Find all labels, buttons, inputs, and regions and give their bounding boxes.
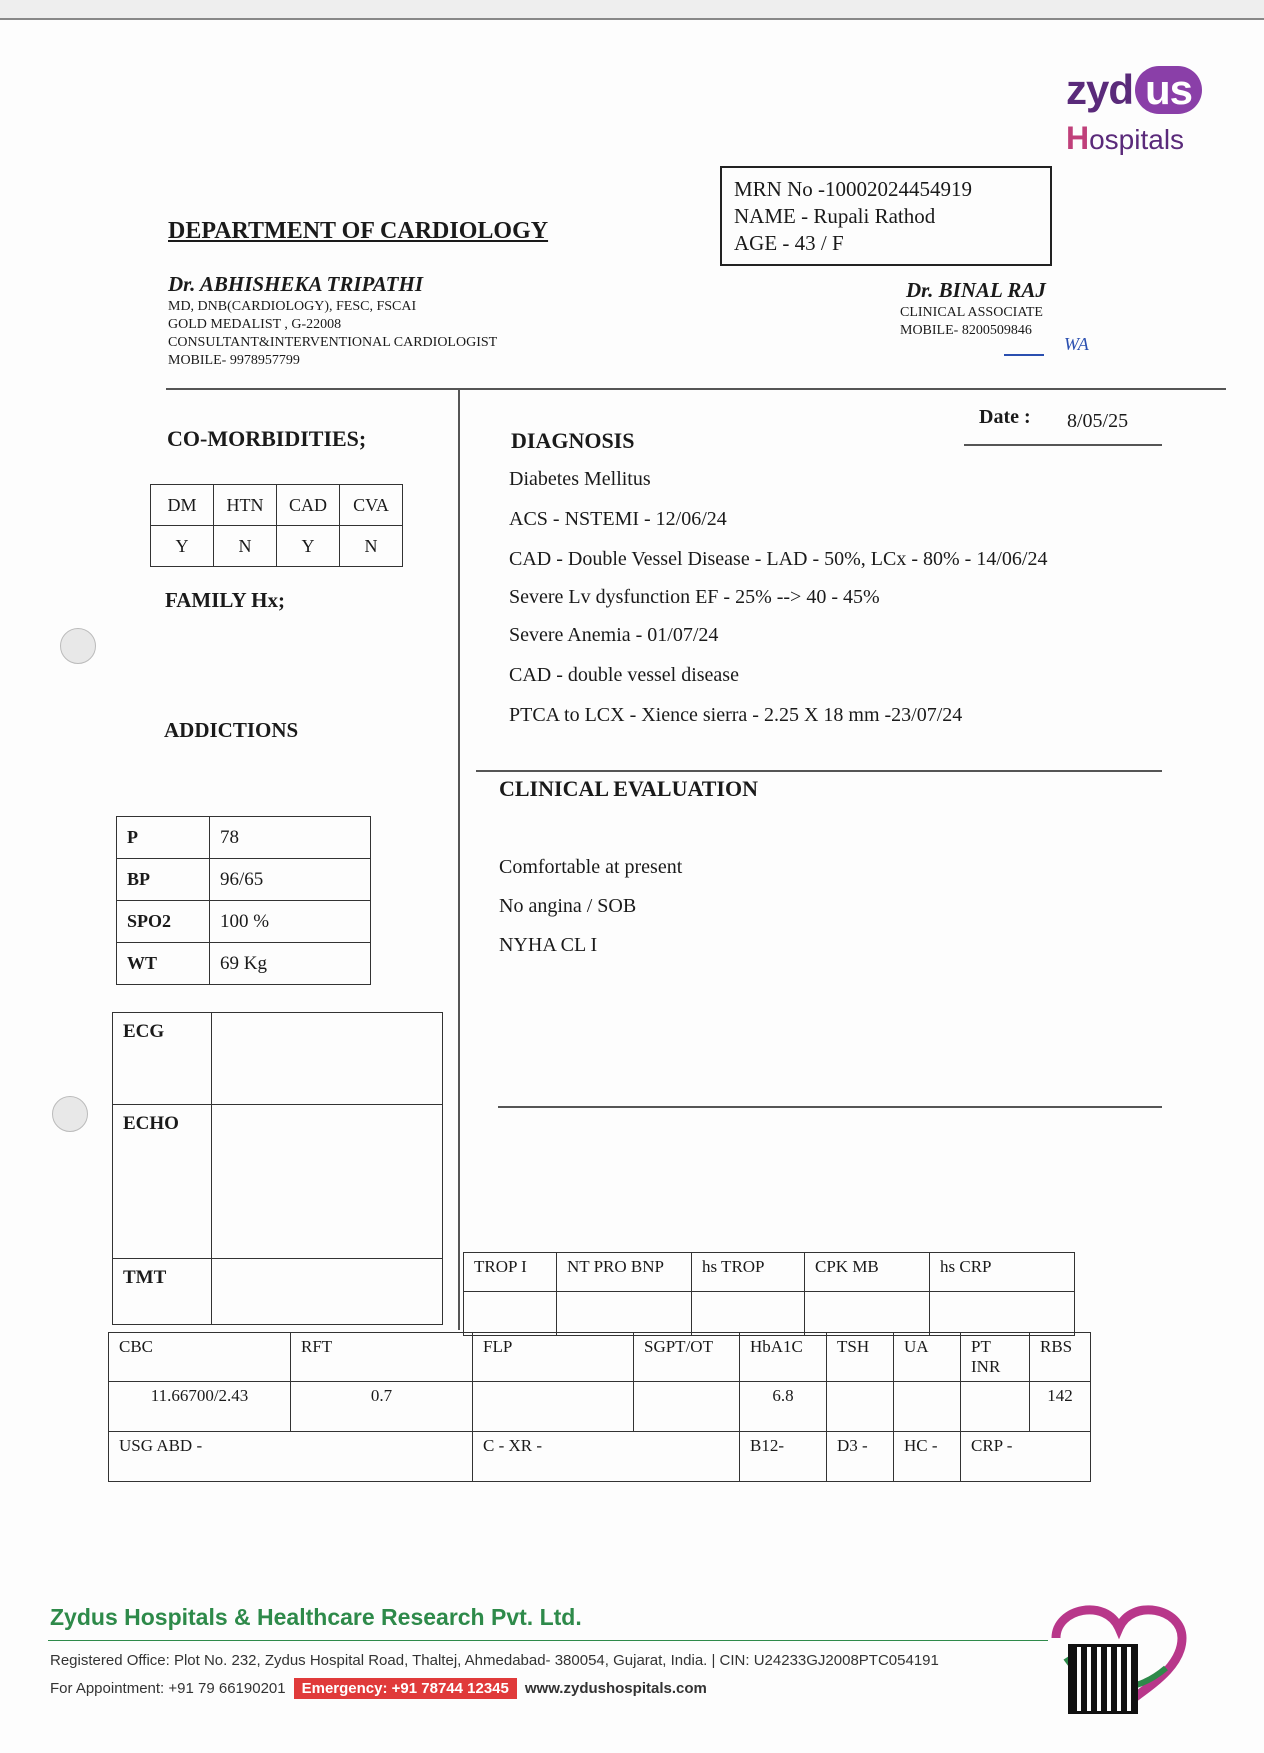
vitals-table [116, 816, 371, 985]
marker-header: NT PRO BNP [557, 1253, 692, 1292]
comorbidities-table [150, 484, 403, 567]
marker-value [557, 1292, 692, 1336]
lab-value [961, 1382, 1030, 1432]
diagnosis-item: ACS - NSTEMI - 12/06/24 [509, 508, 727, 530]
marker-header: TROP I [464, 1253, 557, 1292]
hospitals-wordmark [1066, 120, 1184, 157]
logo-text-b: us [1135, 66, 1202, 114]
vital-label: P [117, 817, 210, 859]
vital-label: BP [117, 859, 210, 901]
comorbidity-value: N [214, 526, 277, 567]
cardiac-markers-table [463, 1252, 1075, 1336]
diagnosis-item: Diabetes Mellitus [509, 468, 651, 490]
diagnosis-item: Severe Lv dysfunction EF - 25% --> 40 - 45% [509, 586, 880, 608]
lab-header: RFT [291, 1333, 473, 1382]
clinical-evaluation-title: CLINICAL EVALUATION [499, 776, 758, 801]
vital-row [117, 901, 371, 943]
family-history-label: FAMILY Hx; [165, 588, 285, 612]
vital-label: SPO2 [117, 901, 210, 943]
zydus-logo [1066, 66, 1202, 114]
logo-h-mark: H [1066, 120, 1090, 156]
vital-value: 100 % [210, 901, 371, 943]
doctor2-details [900, 304, 1043, 340]
patient-info-box [720, 166, 1052, 266]
lab-value [894, 1382, 961, 1432]
company-name: Zydus Hospitals & Healthcare Research Pvt. Ltd. [50, 1604, 582, 1630]
tmt-result [212, 1259, 443, 1325]
page-top-edge [0, 0, 1264, 20]
doctor1-line: MOBILE- 9978957799 [168, 353, 300, 368]
d3: D3 - [827, 1432, 894, 1482]
vital-label: WT [117, 943, 210, 985]
comorbidity-value: N [340, 526, 403, 567]
lab-header: PT INR [961, 1333, 1030, 1382]
vital-row [117, 817, 371, 859]
comorbidity-value: Y [151, 526, 214, 567]
doctor2-line: MOBILE- 8200509846 [900, 323, 1032, 338]
vital-value: 78 [210, 817, 371, 859]
doctor1-details [168, 298, 497, 370]
doctor1-line: CONSULTANT&INTERVENTIONAL CARDIOLOGIST [168, 335, 498, 350]
qr-code-icon [1068, 1644, 1138, 1714]
lab-header: TSH [827, 1333, 894, 1382]
appointment-number: For Appointment: +91 79 66190201 [50, 1680, 286, 1697]
handwritten-initials: WA [1064, 334, 1089, 354]
department-title: DEPARTMENT OF CARDIOLOGY [168, 218, 549, 244]
clinical-item: No angina / SOB [499, 895, 637, 917]
vital-row [117, 859, 371, 901]
date-underline [964, 444, 1162, 446]
website-link[interactable]: www.zydushospitals.com [524, 1680, 707, 1697]
addictions-label: ADDICTIONS [164, 718, 299, 742]
lab-header: UA [894, 1333, 961, 1382]
lab-value [634, 1382, 740, 1432]
lab-header: FLP [473, 1333, 634, 1382]
clinical-item: Comfortable at present [499, 856, 683, 878]
lab-header: HbA1C [740, 1333, 827, 1382]
diagnosis-item: PTCA to LCX - Xience sierra - 2.25 X 18 mm -23/07/24 [509, 704, 963, 726]
punch-hole [60, 628, 96, 664]
mrn-number: MRN No -10002024454919 [734, 177, 973, 201]
footer-divider [48, 1640, 1048, 1641]
doctor2-line: CLINICAL ASSOCIATE [900, 305, 1043, 320]
diagnosis-divider [476, 770, 1162, 772]
echo-result [212, 1105, 443, 1259]
doctor1-name: Dr. ABHISHEKA TRIPATHI [168, 272, 424, 296]
comorbidity-header: CVA [340, 485, 403, 526]
lab-value: 142 [1030, 1382, 1091, 1432]
comorbidities-title: CO-MORBIDITIES; [167, 426, 367, 451]
lab-value: 0.7 [291, 1382, 473, 1432]
marker-value [692, 1292, 805, 1336]
hc: HC - [894, 1432, 961, 1482]
diagnosis-item: Severe Anemia - 01/07/24 [509, 624, 719, 646]
lab-value: 6.8 [740, 1382, 827, 1432]
punch-hole [52, 1096, 88, 1132]
clinical-item: NYHA CL I [499, 934, 598, 956]
lab-header: RBS [1030, 1333, 1091, 1382]
contact-line [50, 1680, 707, 1697]
marker-header: CPK MB [805, 1253, 930, 1292]
logo-text-a: zyd [1066, 66, 1134, 113]
ecg-label: ECG [113, 1013, 212, 1105]
marker-header: hs CRP [930, 1253, 1075, 1292]
doctor1-line: GOLD MEDALIST , G-22008 [168, 317, 342, 332]
diagnosis-item: CAD - Double Vessel Disease - LAD - 50%, LCx - 80% - 14/06/24 [509, 548, 1048, 570]
vital-value: 96/65 [210, 859, 371, 901]
lab-value [473, 1382, 634, 1432]
marker-value [464, 1292, 557, 1336]
patient-age: AGE - 43 / F [734, 231, 844, 255]
clinical-divider [498, 1106, 1162, 1108]
usg-abd: USG ABD - [109, 1432, 473, 1482]
comorbidity-header: CAD [277, 485, 340, 526]
lab-header: SGPT/OT [634, 1333, 740, 1382]
column-divider [458, 390, 460, 1330]
marker-value [805, 1292, 930, 1336]
lab-value: 11.66700/2.43 [109, 1382, 291, 1432]
ecg-result [212, 1013, 443, 1105]
emergency-number: Emergency: +91 78744 12345 [294, 1678, 517, 1699]
lab-value [827, 1382, 894, 1432]
initials-stroke [1004, 354, 1044, 356]
echo-label: ECHO [113, 1105, 212, 1259]
vital-row [117, 943, 371, 985]
marker-value [930, 1292, 1075, 1336]
patient-name: NAME - Rupali Rathod [734, 204, 936, 228]
vital-value: 69 Kg [210, 943, 371, 985]
comorbidity-header: HTN [214, 485, 277, 526]
doctor1-line: MD, DNB(CARDIOLOGY), FESC, FSCAI [168, 299, 417, 314]
crp: CRP - [961, 1432, 1091, 1482]
tmt-label: TMT [113, 1259, 212, 1325]
marker-header: hs TROP [692, 1253, 805, 1292]
logo-sub-text: ospitals [1089, 124, 1185, 155]
comorbidity-header: DM [151, 485, 214, 526]
comorbidity-value: Y [277, 526, 340, 567]
diagnosis-title: DIAGNOSIS [511, 428, 635, 453]
header-divider [166, 388, 1226, 390]
lab-header: CBC [109, 1333, 291, 1382]
tests-table [112, 1012, 443, 1325]
registered-office: Registered Office: Plot No. 232, Zydus Hospital Road, Thaltej, Ahmedabad- 380054, Gujarat, India. | CIN: U24233GJ2008PTC054191 [50, 1652, 939, 1669]
date-value: 8/05/25 [1067, 410, 1129, 432]
doctor2-name: Dr. BINAL RAJ [906, 278, 1046, 302]
lab-results-table [108, 1332, 1091, 1482]
chest-xray: C - XR - [473, 1432, 740, 1482]
b12: B12- [740, 1432, 827, 1482]
date-label: Date : [979, 406, 1031, 428]
diagnosis-item: CAD - double vessel disease [509, 664, 739, 686]
